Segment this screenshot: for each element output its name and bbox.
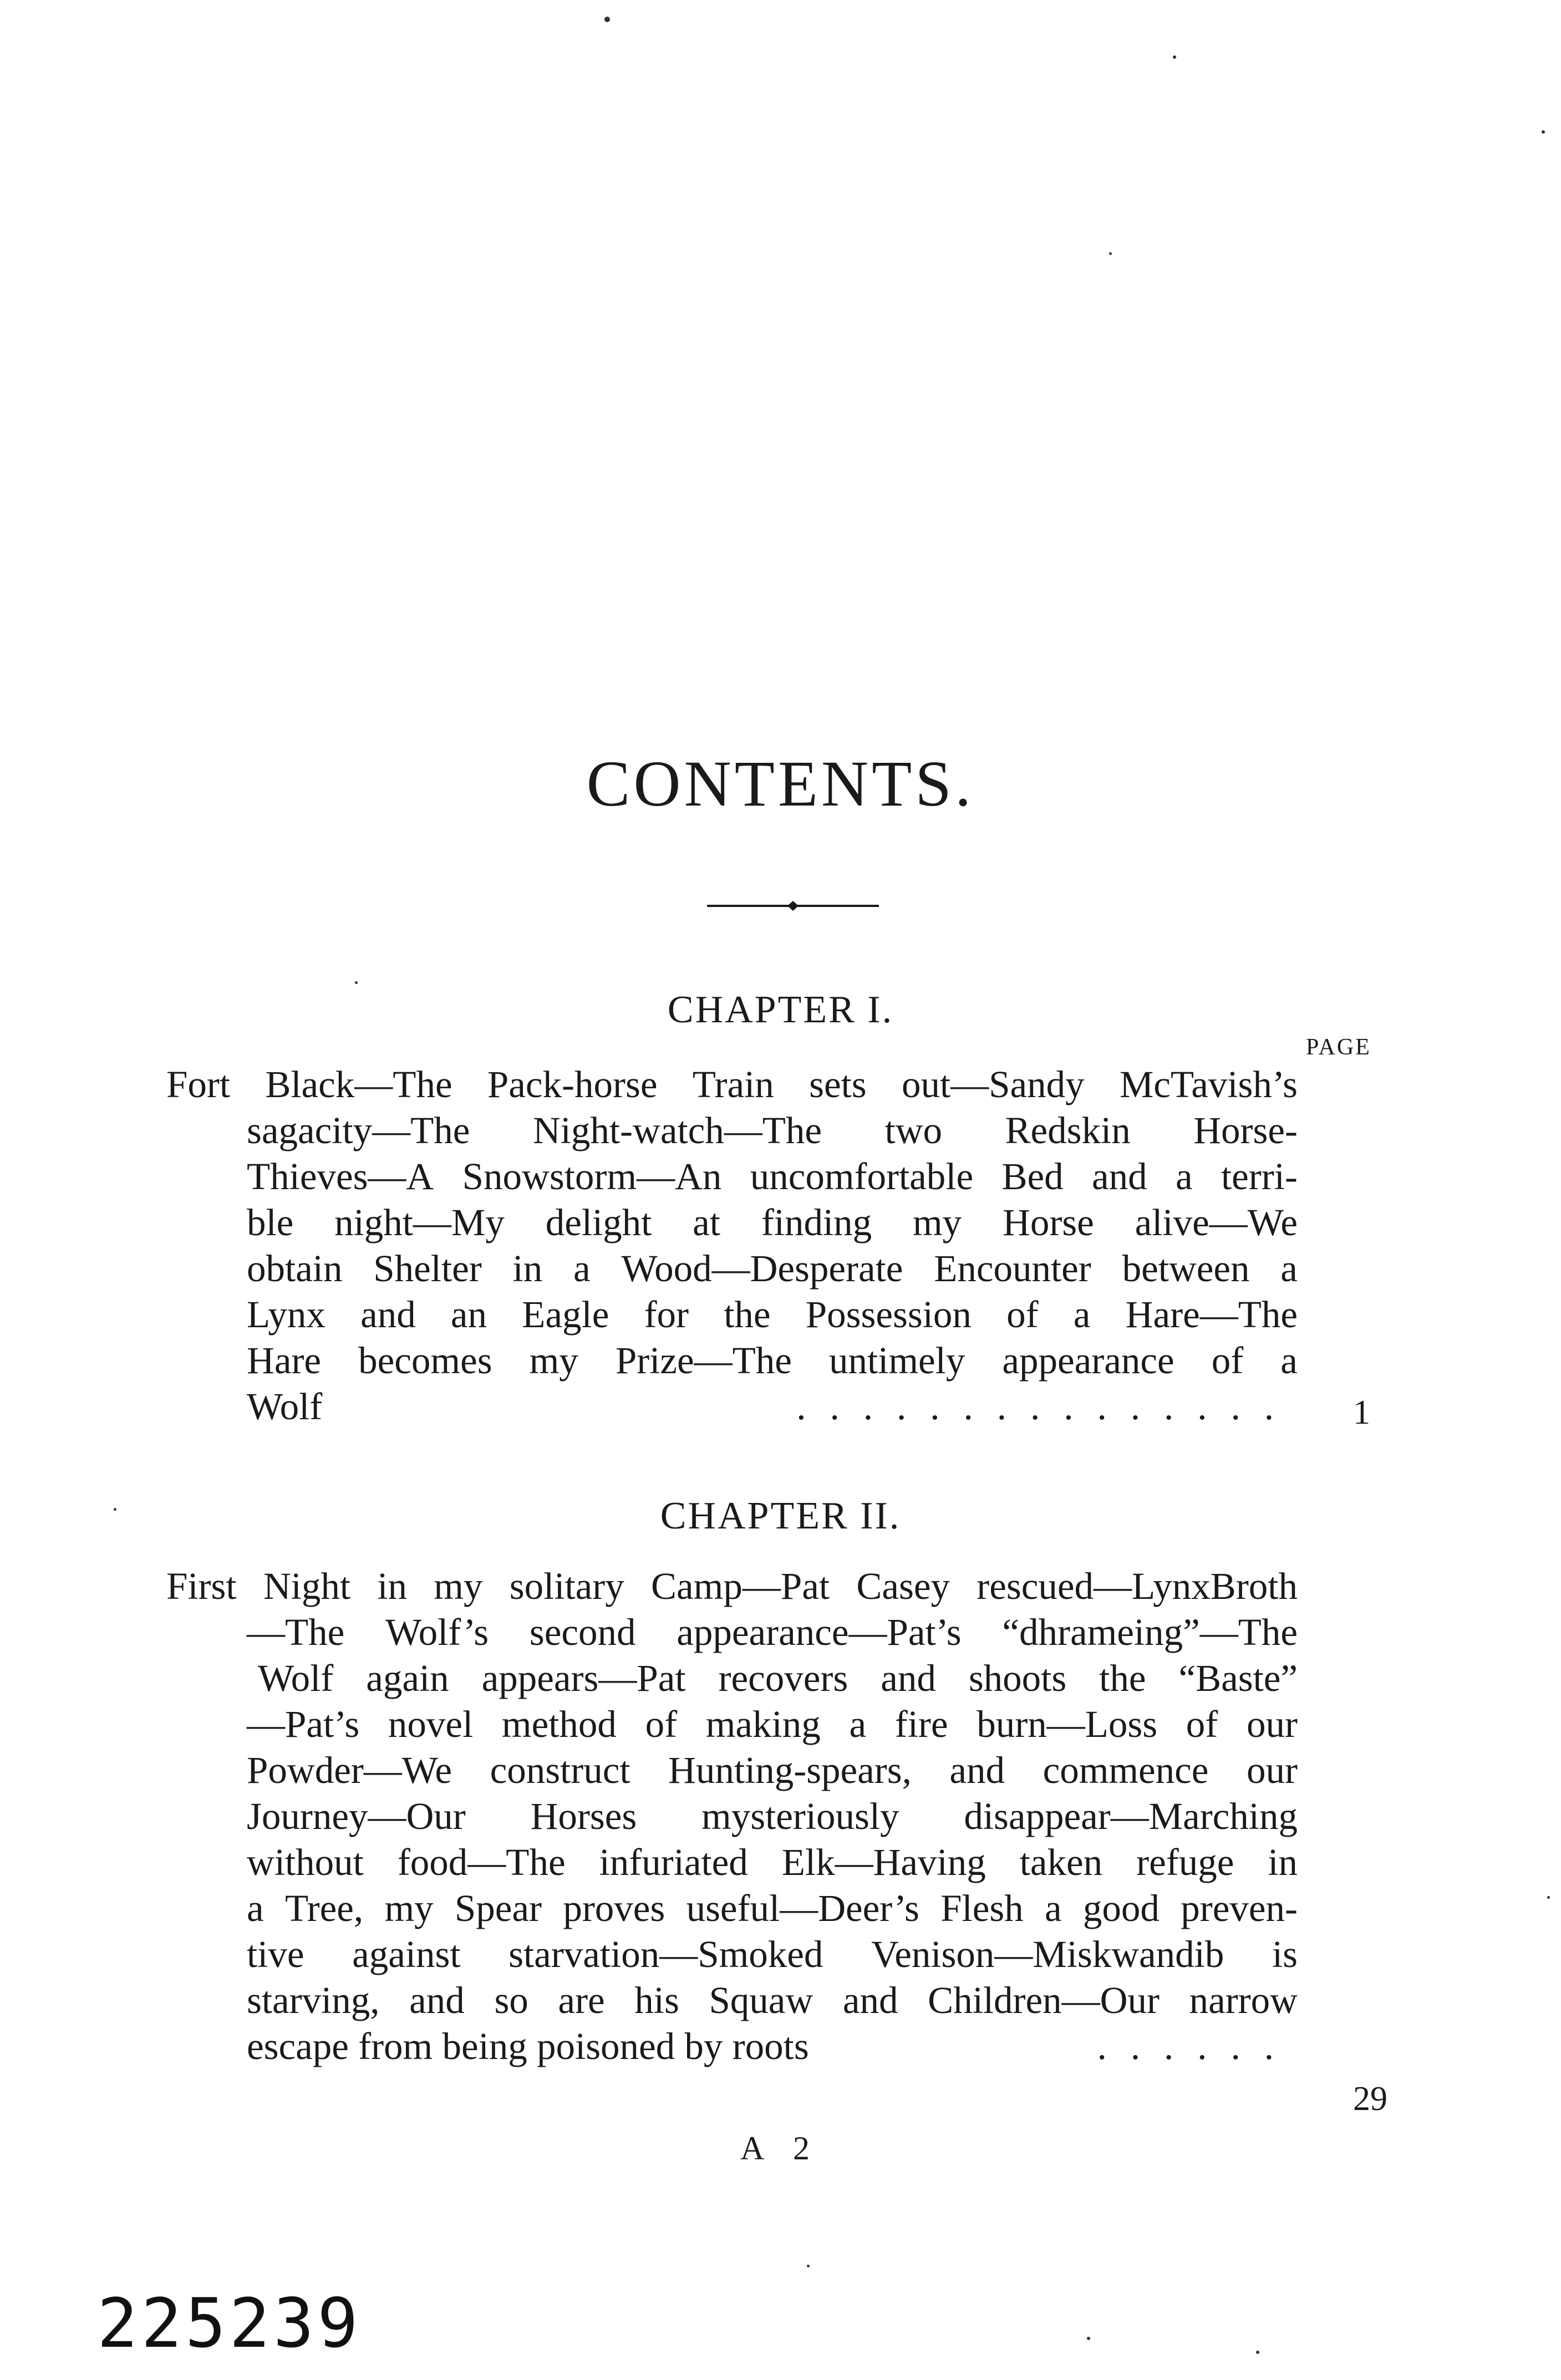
word: and <box>949 1749 1005 1791</box>
word: Wolf’s <box>385 1611 489 1653</box>
word: Flesh <box>940 1887 1024 1929</box>
summary-line <box>247 1931 1298 1978</box>
summary-line <box>247 1885 1298 1931</box>
summary-line <box>247 1747 1298 1793</box>
word: burn—Loss <box>977 1703 1158 1745</box>
word: becomes <box>358 1339 492 1382</box>
word: construct <box>490 1749 630 1791</box>
word: again <box>366 1657 449 1699</box>
word: Wood—Desperate <box>621 1247 903 1290</box>
summary-line <box>247 1108 1298 1154</box>
word: appears—Pat <box>481 1657 686 1699</box>
summary-last-line <box>247 1384 1298 1430</box>
word: a <box>1280 1247 1298 1290</box>
word: Prize—The <box>615 1339 792 1382</box>
word: starving, <box>247 1979 380 2021</box>
chapter-2-page-number: 29 <box>1353 2080 1387 2118</box>
page-title: CONTENTS. <box>586 747 975 820</box>
word: and <box>409 1979 465 2021</box>
summary-line <box>247 1246 1298 1292</box>
dot-leader: ............... <box>796 1385 1298 1428</box>
word: Lynx <box>247 1293 326 1336</box>
word: making <box>705 1703 821 1745</box>
chapter-1-summary <box>166 1062 1298 1430</box>
summary-line: escape from being poisoned by roots <box>247 2025 809 2067</box>
paper-speck <box>604 17 610 22</box>
word: an <box>450 1293 487 1336</box>
word: narrow <box>1189 1979 1298 2021</box>
word: Encounter <box>934 1247 1091 1290</box>
word: Horse- <box>1193 1109 1298 1151</box>
word: out—Sandy <box>901 1063 1085 1105</box>
word: and <box>842 1979 898 2021</box>
word: sagacity—The <box>247 1109 470 1151</box>
word: Night <box>263 1565 351 1607</box>
word: a <box>849 1703 867 1745</box>
word: the <box>1099 1657 1146 1699</box>
word: Train <box>692 1063 774 1105</box>
word: are <box>558 1979 605 2021</box>
word: alive—We <box>1135 1201 1298 1243</box>
summary-line <box>247 1793 1298 1839</box>
summary-line <box>247 1292 1298 1338</box>
word: good <box>1082 1887 1160 1929</box>
word: preven- <box>1181 1887 1298 1929</box>
word: and <box>881 1657 936 1699</box>
chapter-1-heading: CHAPTER I. <box>667 988 894 1031</box>
word: Casey <box>856 1565 950 1607</box>
page-column-label: PAGE <box>1306 1034 1371 1060</box>
word: Elk—Having <box>781 1841 986 1883</box>
word: proves <box>563 1887 665 1929</box>
word: is <box>1272 1933 1298 1975</box>
word: Squaw <box>709 1979 813 2021</box>
paper-speck <box>1173 55 1176 59</box>
word: Camp—Pat <box>651 1565 830 1607</box>
word: Pack-horse <box>487 1063 658 1105</box>
paper-speck <box>807 2265 810 2267</box>
word: untimely <box>829 1339 965 1382</box>
word: his <box>634 1979 679 2021</box>
word: “Baste” <box>1178 1657 1298 1699</box>
word: of <box>1211 1339 1244 1382</box>
word: taken <box>1019 1841 1103 1883</box>
word: a <box>1073 1293 1091 1336</box>
word: useful—Deer’s <box>686 1887 919 1929</box>
word: and <box>360 1293 416 1336</box>
word: Hare—The <box>1125 1293 1298 1336</box>
word: between <box>1122 1247 1250 1290</box>
word: refuge <box>1136 1841 1234 1883</box>
word: Shelter <box>373 1247 482 1290</box>
word: a <box>1176 1155 1193 1197</box>
word: ble <box>247 1201 294 1243</box>
word: —The <box>247 1611 345 1653</box>
summary-line <box>247 1154 1298 1200</box>
paper-speck <box>355 981 358 984</box>
word: Possession <box>805 1293 972 1336</box>
word: Journey—Our <box>247 1795 466 1837</box>
word: disappear—Marching <box>964 1795 1298 1837</box>
paper-speck <box>1109 252 1112 255</box>
word: Night-watch—The <box>532 1109 822 1151</box>
word: method <box>501 1703 617 1745</box>
paper-speck <box>1542 130 1545 134</box>
word: terri- <box>1221 1155 1298 1197</box>
chapter-2-heading: CHAPTER II. <box>660 1495 901 1537</box>
word: starvation—Smoked <box>509 1933 823 1975</box>
word: rescued—LynxBroth <box>977 1565 1298 1607</box>
word: for <box>644 1293 689 1336</box>
word: night—My <box>334 1201 505 1243</box>
dot-leader: ...... <box>1097 2025 1298 2067</box>
word: a <box>1044 1887 1062 1929</box>
word: my <box>912 1201 962 1243</box>
word: Children—Our <box>928 1979 1160 2021</box>
summary-line <box>247 1701 1298 1747</box>
summary-last-line <box>247 2024 1298 2070</box>
word: obtain <box>247 1247 343 1290</box>
word: tive <box>247 1933 304 1975</box>
word: two <box>884 1109 943 1151</box>
word: appearance <box>1002 1339 1174 1382</box>
chapter-2-summary <box>166 1563 1298 2070</box>
summary-line <box>247 1978 1298 2024</box>
word: Venison—Miskwandib <box>871 1933 1224 1975</box>
word: Bed <box>1001 1155 1064 1197</box>
word: Powder—We <box>247 1749 452 1791</box>
word: appearance—Pat’s <box>677 1611 962 1653</box>
summary-line <box>166 1563 1298 1609</box>
word: my <box>434 1565 483 1607</box>
word: Tree, <box>284 1887 364 1929</box>
word: so <box>494 1979 528 2021</box>
word: in <box>1268 1841 1298 1883</box>
word: Hunting-spears, <box>668 1749 912 1791</box>
word: recovers <box>718 1657 848 1699</box>
word: our <box>1246 1749 1298 1791</box>
word: in <box>377 1565 407 1607</box>
word: of <box>1006 1293 1039 1336</box>
word: McTavish’s <box>1119 1063 1298 1105</box>
word: “dhrameing”—The <box>1002 1611 1298 1653</box>
word: Thieves—A <box>247 1155 434 1197</box>
summary-line <box>247 1200 1298 1246</box>
word: my <box>384 1887 434 1929</box>
library-stamp-number: 225239 <box>97 2284 362 2363</box>
word: a <box>247 1887 264 1929</box>
summary-line <box>166 1062 1298 1108</box>
ornament-rule <box>707 898 879 914</box>
word: uncomfortable <box>750 1155 974 1197</box>
word: Horse <box>1003 1201 1094 1243</box>
word: mysteriously <box>701 1795 899 1837</box>
paper-speck <box>114 1508 116 1511</box>
word: at <box>693 1201 720 1243</box>
paper-speck <box>1256 2351 1259 2354</box>
word: First <box>166 1565 237 1607</box>
word: of <box>645 1703 678 1745</box>
word: Spear <box>454 1887 542 1929</box>
word: shoots <box>968 1657 1067 1699</box>
paper-speck <box>1547 1896 1550 1899</box>
word: Fort <box>166 1063 231 1105</box>
word: second <box>529 1611 636 1653</box>
word: of <box>1186 1703 1218 1745</box>
word: delight <box>545 1201 652 1243</box>
summary-line <box>247 1609 1298 1655</box>
word: commence <box>1043 1749 1209 1791</box>
word: a <box>573 1247 591 1290</box>
word: Horses <box>530 1795 637 1837</box>
word: infuriated <box>599 1841 748 1883</box>
signature-mark: A 2 <box>740 2130 821 2167</box>
word: Snowstorm—An <box>462 1155 722 1197</box>
word: against <box>352 1933 461 1975</box>
word: Redskin <box>1005 1109 1131 1151</box>
word: in <box>512 1247 543 1290</box>
word: Hare <box>247 1339 322 1382</box>
summary-line <box>258 1655 1298 1701</box>
word: sets <box>809 1063 867 1105</box>
word: fire <box>894 1703 948 1745</box>
word: Wolf <box>258 1657 334 1699</box>
word: the <box>724 1293 771 1336</box>
word: novel <box>388 1703 474 1745</box>
word: our <box>1246 1703 1298 1745</box>
summary-line <box>247 1338 1298 1384</box>
word: a <box>1280 1339 1298 1382</box>
paper-speck <box>1087 2337 1090 2340</box>
word: —Pat’s <box>247 1703 360 1745</box>
word: solitary <box>509 1565 624 1607</box>
word: my <box>529 1339 578 1382</box>
word: Eagle <box>522 1293 609 1336</box>
word: food—The <box>397 1841 566 1883</box>
word: Black—The <box>265 1063 452 1105</box>
chapter-1-page-number: 1 <box>1353 1394 1370 1431</box>
summary-line: Wolf <box>247 1385 323 1428</box>
word: and <box>1091 1155 1147 1197</box>
word: finding <box>761 1201 872 1243</box>
summary-line <box>247 1839 1298 1885</box>
word: without <box>247 1841 364 1883</box>
